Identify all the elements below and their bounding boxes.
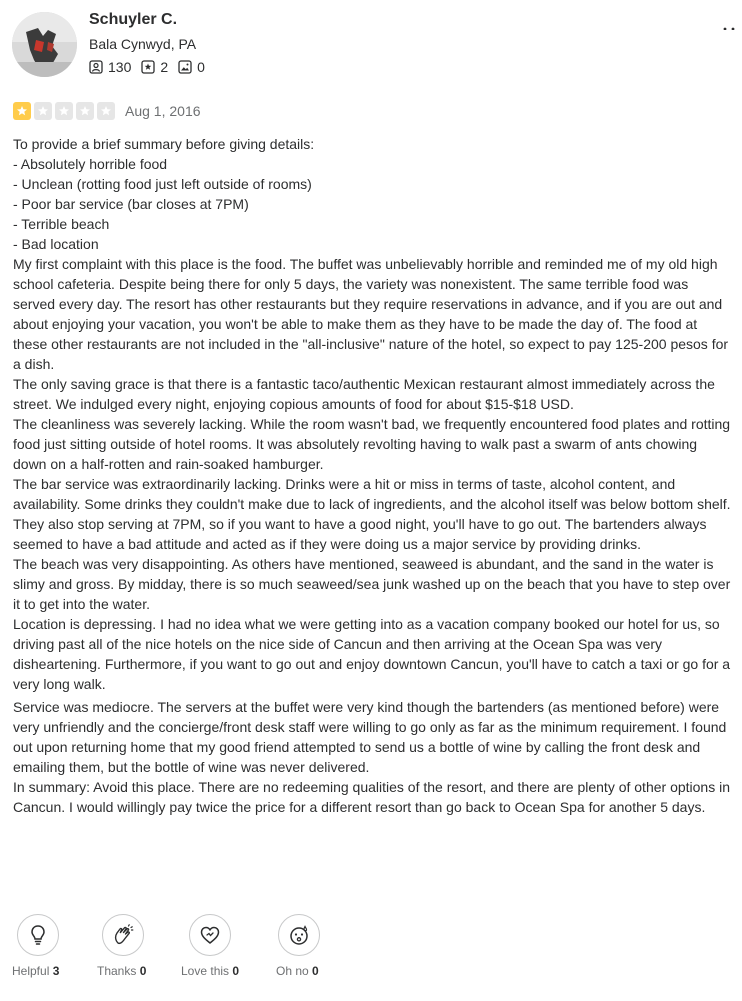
reaction-love-this[interactable] [181, 914, 276, 978]
clapping-hands-icon [111, 923, 135, 947]
more-dots-icon [722, 16, 736, 30]
helpful-count: 3 [52, 964, 60, 978]
friends-icon [89, 60, 103, 74]
star-empty-icon [97, 102, 115, 120]
user-name[interactable]: Schuyler C. [89, 11, 178, 28]
star-empty-icon [76, 102, 94, 120]
love-this-label-text: Love this [181, 964, 230, 978]
oh-no-face-icon [287, 923, 311, 947]
heart-icon [198, 923, 222, 947]
user-location: Bala Cynwyd, PA [89, 36, 197, 52]
star-empty-icon [34, 102, 52, 120]
photos-stat [178, 59, 205, 75]
helpful-button[interactable] [17, 914, 59, 956]
star-rating [13, 102, 118, 120]
review-star-icon [141, 60, 155, 74]
reaction-thanks[interactable] [97, 914, 181, 978]
love-this-button[interactable] [189, 914, 231, 956]
thanks-label-text: Thanks [97, 964, 137, 978]
reviews-stat [141, 59, 168, 75]
thanks-button[interactable] [102, 914, 144, 956]
friends-count: 130 [108, 59, 132, 75]
reviews-count: 2 [160, 59, 169, 75]
photos-count: 0 [197, 59, 205, 75]
reaction-bar [12, 914, 356, 978]
rating-row [13, 102, 201, 120]
reaction-helpful[interactable] [12, 914, 97, 978]
review-paragraph: Service was mediocre. The servers at the buffet were very kind though the bartenders (as mentioned before) were very unfriendly and the concierge/front desk staff were willing to go only as far as the minimum requirement. I found out upon returning home that my good friend attempted to send us a bottle of wine by calling the front desk and emailing them, but the bottle of wine was never delivered. In summary: Avoid this place. There are no redeeming qualities of the resort, and there are plenty of other options in Cancun. I would willingly pay twice the price for a different resort than go back to Ocean Spa for another 5 days. [13, 699, 731, 815]
reaction-oh-no[interactable] [276, 914, 356, 978]
avatar-photo [12, 12, 77, 77]
more-options-button[interactable] [718, 16, 740, 38]
review-paragraph: To provide a brief summary before giving details: - Absolutely horrible food - Unclean (rotting food just left outside of rooms) - Poor bar service (bar closes at 7PM) - Terrible beach - Bad location My first complaint with this place is the food. The buffet was unbelievably horrible and reminded me of my old high school cafeteria. Despite being there for only 5 days, the variety was nonexistent. The same terrible food was served every day. The resort has other restaurants but they require reservations in advance, and if you are out and about enjoying your vacation, you won't be able to make them as they have to be made the day of. The food at these other restaurants are not included in the "all-inclusive" nature of the hotel, so expect to pay 125-200 pesos for a dish. The only saving grace is that there is a fantastic taco/authentic Mexican restaurant almost immediately across the street. We indulged every night, enjoying copious amounts of food for about $15-$18 USD. The cleanliness was severely lacking. While the room wasn't bad, we frequently encountered food plates and rotting food just sitting outside of hotel rooms. It was absolutely revolting having to walk past a swarm of ants chowing down on a half-rotten and rain-soaked hamburger. The bar service was extraordinarily lacking. Drinks were a hit or miss in terms of taste, alcohol content, and availability. Some drinks they couldn't make due to lack of ingredients, and the alcohol itself was below bottom shelf. They also stop serving at 7PM, so if you want to have a good night, you'll have to go out. The bartenders always seemed to have a bad attitude and acted as if they were doing us a major service by providing drinks. The beach was very disappointing. As others have mentioned, seaweed is abundant, and the sand in the water is slimy and gross. By midday, there is so much seaweed/sea junk washed up on the beach that you have to step over it to get into the water. Location is depressing. I had no idea what we were getting into as a vacation company booked our hotel for us, so driving past all of the nice hotels on the nice side of Cancun and then arriving at the Ocean Spa was very disheartening. Furthermore, if you want to go out and enjoy downtown Cancun, you'll have to catch a taxi or go for a very long walk. [13, 136, 731, 692]
friends-stat [89, 59, 131, 75]
photo-icon [178, 60, 192, 74]
avatar[interactable] [12, 12, 77, 77]
oh-no-count: 0 [312, 964, 319, 978]
thanks-count: 0 [139, 964, 147, 978]
oh-no-label-text: Oh no [276, 964, 309, 978]
love-this-label [181, 964, 239, 978]
review-text [13, 134, 731, 817]
user-stats [89, 59, 215, 75]
oh-no-label [276, 964, 319, 978]
love-this-count: 0 [232, 964, 240, 978]
lightbulb-icon [26, 923, 50, 947]
star-filled-icon [13, 102, 31, 120]
oh-no-button[interactable] [278, 914, 320, 956]
helpful-label [12, 964, 59, 978]
helpful-label-text: Helpful [12, 964, 50, 978]
thanks-label [97, 964, 146, 978]
review-date: Aug 1, 2016 [125, 103, 201, 119]
star-empty-icon [55, 102, 73, 120]
